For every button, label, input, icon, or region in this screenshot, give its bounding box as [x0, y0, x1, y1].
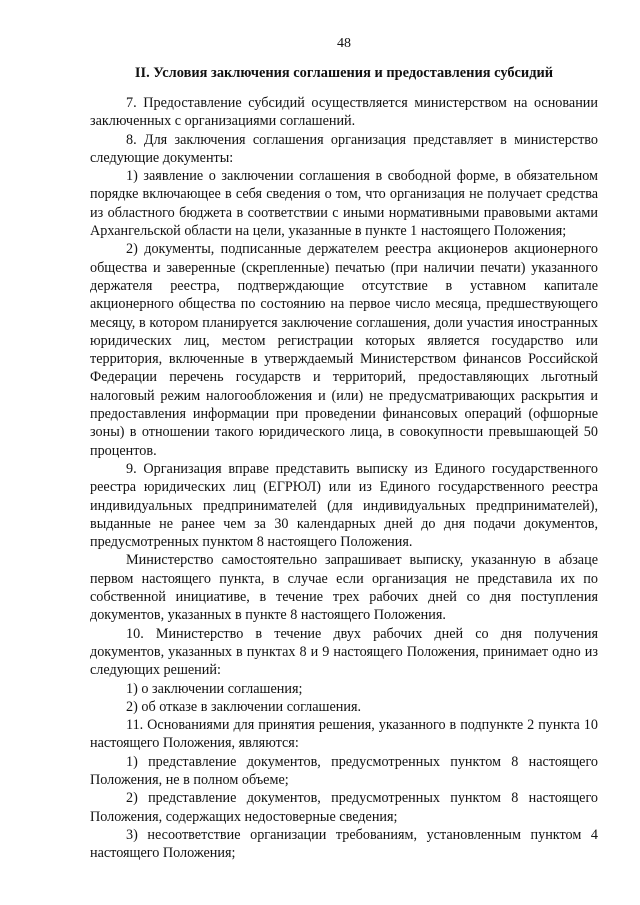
paragraph-10-item-2: 2) об отказе в заключении соглашения. [126, 698, 362, 715]
paragraph-7: 7. Предоставление субсидий осуществляется министерством на основании заключенных с организациями соглашений. [90, 95, 598, 130]
section-title: II. Условия заключения соглашения и предоставления субсидий [134, 65, 554, 81]
page-number: 48 [337, 36, 351, 51]
paragraph-10: 10. Министерство в течение двух рабочих дней со дня получения документов, указанных в пунктах 8 и 9 настоящего Положения, принимает одно из следующих решений: [90, 625, 598, 679]
paragraph-9: 9. Организация вправе представить выписку из Единого государственного реестра юридических лиц (ЕГРЮЛ) или из Единого государственного реестра индивидуальных предпринимателей (для индивидуальных предпринимателей), выданные не ранее чем за 30 календарных дней до дня подачи документов, предусмотренных пунктом 8 настоящего Положения. [90, 460, 598, 551]
paragraph-9-ministry: Министерство самостоятельно запрашивает выписку, указанную в абзаце первом настоящего пункта, в случае если организация не представила их по собственной инициативе, в течение трех рабочих дней со дня поступления документов, указанных в пункте 8 настоящего Положения. [90, 552, 598, 624]
paragraph-8-item-1: 1) заявление о заключении соглашения в свободной форме, в обязательном порядке включающее в себя сведения о том, что организация не получает средства из областного бюджета в соответствии с иными нормативными правовыми актами Архангельской области на цели, указанные в пункте 1 настоящего Положения; [90, 168, 598, 240]
paragraph-8: 8. Для заключения соглашения организация представляет в министерство следующие документы: [90, 131, 598, 166]
document-page [90, 36, 598, 862]
paragraph-10-item-1: 1) о заключении соглашения; [126, 680, 303, 697]
paragraph-11-item-1: 1) представление документов, предусмотренных пунктом 8 настоящего Положения, не в полном объеме; [90, 753, 598, 788]
paragraph-8-item-2: 2) документы, подписанные держателем реестра акционеров акционерного общества и заверенные (скрепленные) печатью (при наличии печати) указанного держателя реестра, подтверждающие отсутствие в уставном капитале акционерного общества по состоянию на первое число месяца, предшествующего месяцу, в котором планируется заключение соглашения, доли участия иностранных юридических лиц, местом регистрации которых является государство или территория, включенные в утверждаемый Министерством финансов Российской Федерации перечень государств и территорий, предоставляющих льготный налоговый режим налогообложения и (или) не предусматривающих раскрытия и предоставления информации при проведении финансовых операций (офшорные зоны) в отношении такого юридического лица, в совокупности превышающей 50 процентов. [90, 241, 598, 459]
paragraph-11-item-2: 2) представление документов, предусмотренных пунктом 8 настоящего Положения, содержащих недостоверные сведения; [90, 790, 598, 825]
paragraph-11: 11. Основаниями для принятия решения, указанного в подпункте 2 пункта 10 настоящего Положения, являются: [90, 717, 598, 752]
paragraph-11-item-3: 3) несоответствие организации требованиям, установленным пунктом 4 настоящего Положения; [90, 826, 598, 862]
